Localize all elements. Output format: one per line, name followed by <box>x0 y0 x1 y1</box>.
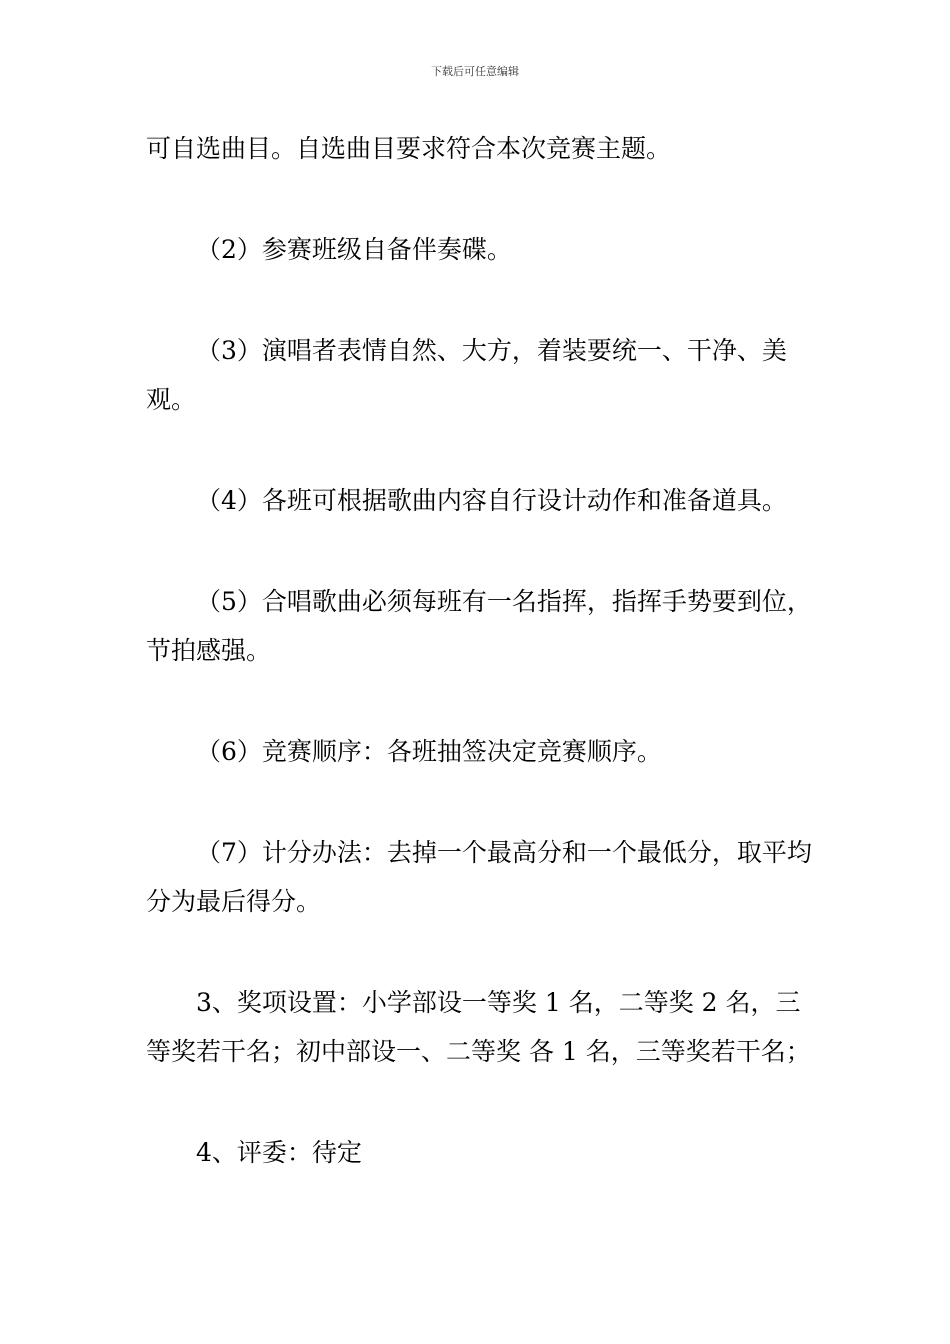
paragraph-item-3: （3）演唱者表情自然、大方，着装要统一、干净、美观。 <box>146 336 787 414</box>
paragraph-item-6: （6）竞赛顺序：各班抽签决定竞赛顺序。 <box>196 737 662 766</box>
paragraph-item-5: （5）合唱歌曲必须每班有一名指挥，指挥手势要到位，节拍感强。 <box>146 587 812 665</box>
paragraph-item-7: （7）计分办法：去掉一个最高分和一个最低分，取平均分为最后得分。 <box>146 838 812 916</box>
paragraph-continuation: 可自选曲目。自选曲目要求符合本次竞赛主题。 <box>146 134 672 163</box>
paragraph-item-2: （2）参赛班级自备伴奏碟。 <box>196 235 512 264</box>
document-body <box>146 124 818 1229</box>
page-header: 下载后可任意编辑 <box>431 65 519 78</box>
paragraph-item-4: （4）各班可根据歌曲内容自行设计动作和准备道具。 <box>196 486 787 515</box>
paragraph-judges: 4、评委：待定 <box>196 1138 362 1167</box>
paragraph-awards: 3、奖项设置：小学部设一等奖 1 名，二等奖 2 名，三等奖若干名；初中部设一、二等奖 各 1 名，三等奖若干名； <box>146 988 811 1066</box>
